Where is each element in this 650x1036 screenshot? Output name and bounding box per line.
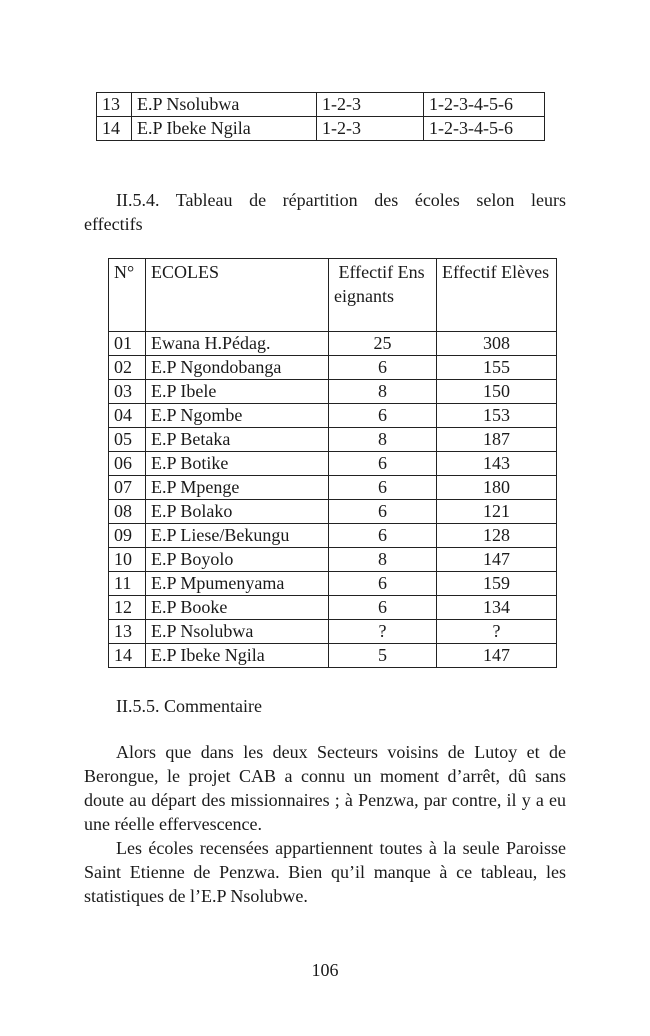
cell-teachers: 6 bbox=[329, 356, 437, 380]
cell-pupils: 147 bbox=[437, 644, 557, 668]
header-teachers: Effectif Enseignants bbox=[329, 259, 437, 332]
table-row bbox=[109, 356, 557, 380]
cell-teachers: 6 bbox=[329, 596, 437, 620]
cell-pupils: 134 bbox=[437, 596, 557, 620]
cell-pupils: 153 bbox=[437, 404, 557, 428]
cell-teachers: 6 bbox=[329, 452, 437, 476]
table-row bbox=[97, 93, 545, 117]
cell-number: 09 bbox=[109, 524, 146, 548]
cell-teachers: 25 bbox=[329, 332, 437, 356]
table-row bbox=[109, 572, 557, 596]
cell-teachers: 8 bbox=[329, 428, 437, 452]
cell-number: 02 bbox=[109, 356, 146, 380]
cell-school: E.P Nsolubwa bbox=[132, 93, 317, 117]
table-row bbox=[109, 644, 557, 668]
commentary-title: II.5.5. Commentaire bbox=[116, 696, 262, 716]
cell-col3: 1-2-3 bbox=[317, 93, 424, 117]
cell-pupils: 180 bbox=[437, 476, 557, 500]
cell-pupils: ? bbox=[437, 620, 557, 644]
cell-school: Ewana H.Pédag. bbox=[146, 332, 329, 356]
cell-school: E.P Ngondobanga bbox=[146, 356, 329, 380]
table-row bbox=[109, 596, 557, 620]
cell-number: 08 bbox=[109, 500, 146, 524]
cell-school: E.P Bolako bbox=[146, 500, 329, 524]
commentary-paragraph: Alors que dans les deux Secteurs voisins de Lutoy et de Berongue, le projet CAB a connu un moment d’arrêt, dû sans doute au départ des missionnaires ; à Penzwa, par contre, il y a eu une réelle effervescence. bbox=[84, 742, 566, 834]
table-row bbox=[109, 332, 557, 356]
cell-number: 01 bbox=[109, 332, 146, 356]
table-row bbox=[109, 380, 557, 404]
cell-number: 11 bbox=[109, 572, 146, 596]
section-title-line2: effectifs bbox=[84, 214, 143, 234]
cell-teachers: 6 bbox=[329, 572, 437, 596]
continued-table bbox=[96, 92, 545, 141]
table-row bbox=[109, 404, 557, 428]
table-header-row bbox=[109, 259, 557, 332]
cell-school: E.P Ngombe bbox=[146, 404, 329, 428]
cell-number: 07 bbox=[109, 476, 146, 500]
cell-number: 06 bbox=[109, 452, 146, 476]
cell-number: 14 bbox=[97, 117, 132, 141]
cell-teachers: 6 bbox=[329, 524, 437, 548]
cell-teachers: 8 bbox=[329, 380, 437, 404]
cell-col3: 1-2-3 bbox=[317, 117, 424, 141]
cell-school: E.P Betaka bbox=[146, 428, 329, 452]
cell-school: E.P Boyolo bbox=[146, 548, 329, 572]
page-number: 106 bbox=[311, 960, 339, 980]
cell-pupils: 159 bbox=[437, 572, 557, 596]
commentary-paragraph: Les écoles recensées appartiennent toutes à la seule Paroisse Saint Etienne de Penzwa. Bien qu’il manque à ce tableau, les statistiques de l’E.P Nsolubwe. bbox=[84, 838, 566, 906]
cell-pupils: 143 bbox=[437, 452, 557, 476]
cell-school: E.P Mpenge bbox=[146, 476, 329, 500]
cell-teachers: ? bbox=[329, 620, 437, 644]
cell-number: 05 bbox=[109, 428, 146, 452]
section-title bbox=[84, 188, 566, 236]
cell-pupils: 308 bbox=[437, 332, 557, 356]
cell-teachers: 6 bbox=[329, 404, 437, 428]
cell-teachers: 6 bbox=[329, 476, 437, 500]
cell-number: 13 bbox=[109, 620, 146, 644]
table-row bbox=[109, 428, 557, 452]
cell-number: 12 bbox=[109, 596, 146, 620]
cell-school: E.P Liese/Bekungu bbox=[146, 524, 329, 548]
table-row bbox=[109, 452, 557, 476]
cell-number: 04 bbox=[109, 404, 146, 428]
cell-number: 10 bbox=[109, 548, 146, 572]
cell-school: E.P Booke bbox=[146, 596, 329, 620]
cell-school: E.P Mpumenyama bbox=[146, 572, 329, 596]
table-row bbox=[109, 524, 557, 548]
table-row bbox=[109, 548, 557, 572]
header-schools: ECOLES bbox=[146, 259, 329, 332]
cell-school: E.P Ibeke Ngila bbox=[146, 644, 329, 668]
header-pupils: Effectif Elèves bbox=[437, 259, 557, 332]
schools-staff-table bbox=[108, 258, 557, 668]
cell-pupils: 187 bbox=[437, 428, 557, 452]
cell-school: E.P Nsolubwa bbox=[146, 620, 329, 644]
section-title-line1: II.5.4. Tableau de répartition des écoles selon leurs bbox=[116, 190, 566, 210]
cell-col4: 1-2-3-4-5-6 bbox=[424, 93, 545, 117]
cell-school: E.P Botike bbox=[146, 452, 329, 476]
table-row bbox=[109, 500, 557, 524]
cell-pupils: 150 bbox=[437, 380, 557, 404]
cell-teachers: 8 bbox=[329, 548, 437, 572]
cell-col4: 1-2-3-4-5-6 bbox=[424, 117, 545, 141]
cell-number: 03 bbox=[109, 380, 146, 404]
cell-school: E.P Ibeke Ngila bbox=[132, 117, 317, 141]
cell-pupils: 147 bbox=[437, 548, 557, 572]
cell-pupils: 155 bbox=[437, 356, 557, 380]
cell-number: 13 bbox=[97, 93, 132, 117]
table-row bbox=[109, 476, 557, 500]
table-row bbox=[97, 117, 545, 141]
cell-number: 14 bbox=[109, 644, 146, 668]
table-row bbox=[109, 620, 557, 644]
cell-pupils: 128 bbox=[437, 524, 557, 548]
header-number: N° bbox=[109, 259, 146, 332]
cell-school: E.P Ibele bbox=[146, 380, 329, 404]
cell-pupils: 121 bbox=[437, 500, 557, 524]
cell-teachers: 5 bbox=[329, 644, 437, 668]
cell-teachers: 6 bbox=[329, 500, 437, 524]
